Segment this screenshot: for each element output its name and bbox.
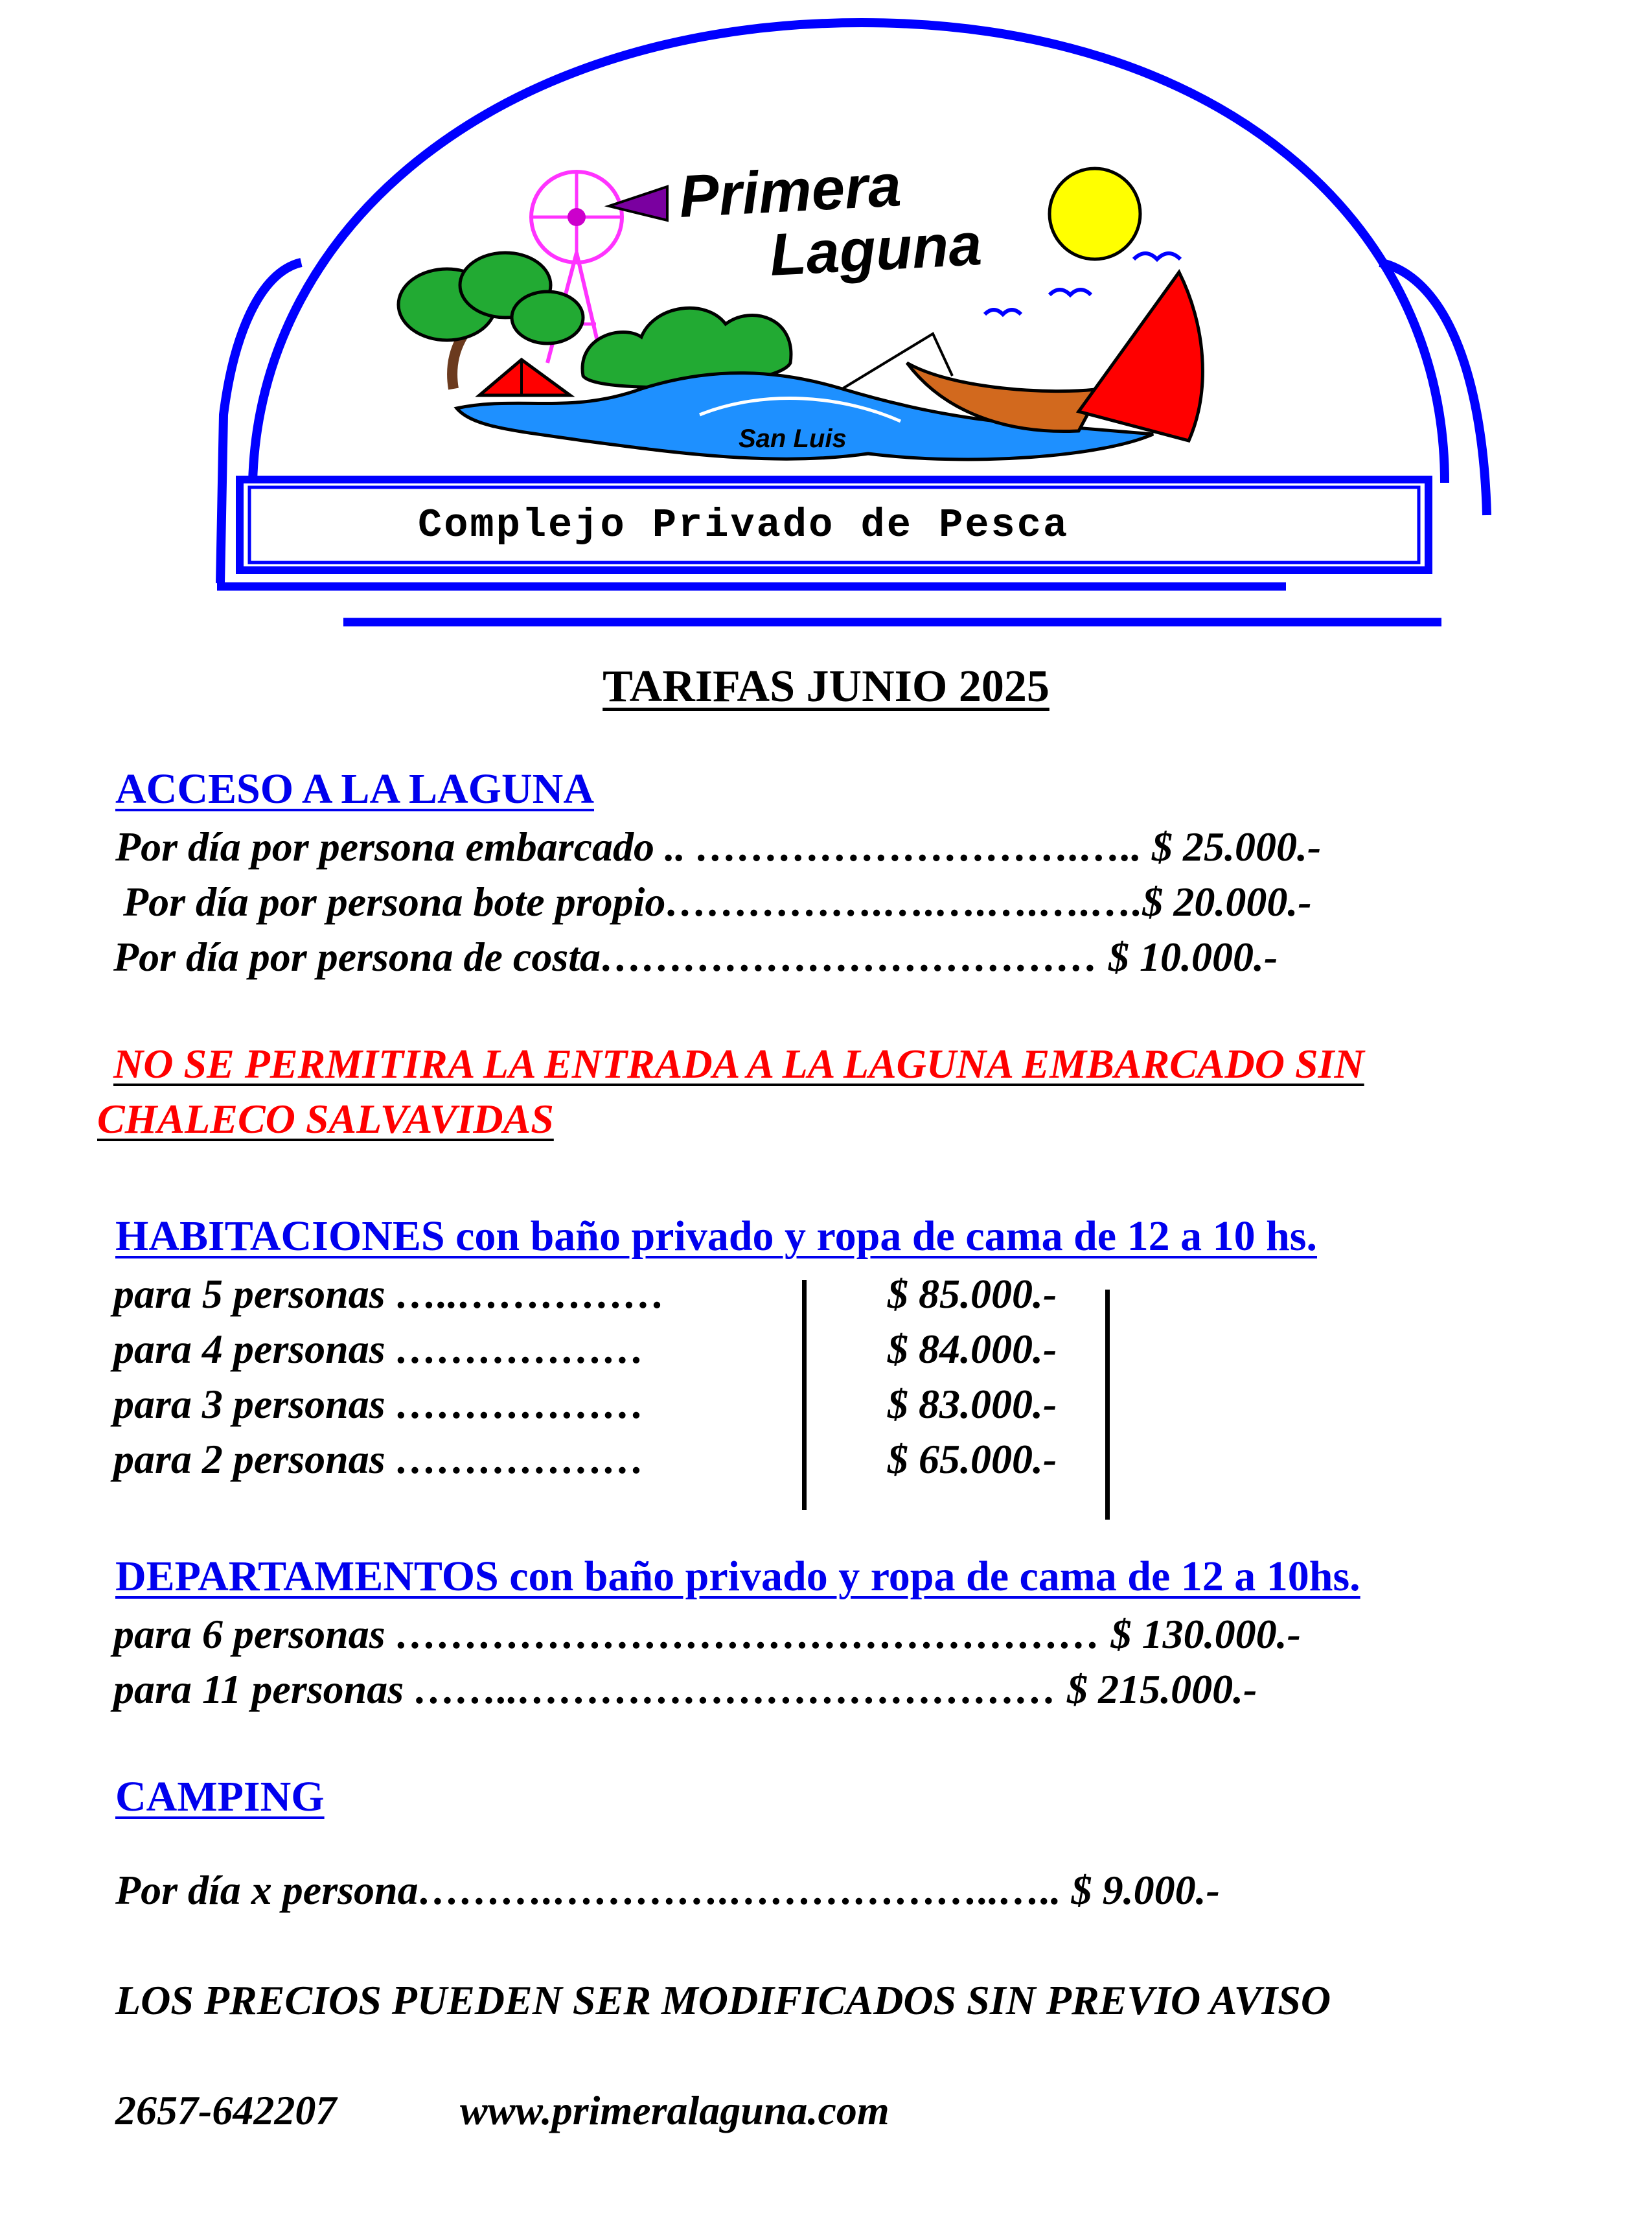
habitacion-price: $ 84.000.- bbox=[888, 1326, 1057, 1372]
acceso-row: Por día por persona de costa……………………………… $ 10.000.- bbox=[113, 934, 1278, 980]
acceso-row: Por día por persona embarcado .. ……………………….….. $ 25.000.- bbox=[115, 824, 1322, 870]
page-title: TARIFAS JUNIO 2025 bbox=[602, 662, 1050, 712]
acceso-row: Por día por persona bote propio…………….….….….….….$ 20.000.- bbox=[123, 879, 1312, 925]
table-divider-right bbox=[1105, 1290, 1110, 1520]
habitacion-price: $ 85.000.- bbox=[888, 1271, 1057, 1317]
brand-place: San Luis bbox=[739, 424, 847, 453]
habitacion-label: para 4 personas ……………… bbox=[113, 1326, 645, 1372]
tree-icon bbox=[398, 253, 583, 389]
warning-line2: CHALECO SALVAVIDAS bbox=[97, 1096, 554, 1142]
sun-icon bbox=[1050, 168, 1140, 259]
contact-website: www.primeralaguna.com bbox=[460, 2087, 889, 2133]
habitacion-label: para 3 personas ……………… bbox=[113, 1381, 645, 1427]
contact-phone: 2657-642207 bbox=[115, 2087, 337, 2133]
camping-row: Por día x persona……….………….………………..….. $ 9.000.- bbox=[115, 1867, 1220, 1913]
notice: LOS PRECIOS PUEDEN SER MODIFICADOS SIN PREVIO AVISO bbox=[115, 1977, 1331, 2023]
bird-icon bbox=[1134, 253, 1180, 259]
habitacion-label: para 5 personas …..…………… bbox=[113, 1271, 665, 1317]
heading-departamentos: DEPARTAMENTOS con baño privado y ropa de cama de 12 a 10hs. bbox=[115, 1553, 1360, 1600]
warning-line1: NO SE PERMITIRA LA ENTRADA A LA LAGUNA EMBARCADO SIN bbox=[113, 1041, 1364, 1087]
habitacion-price: $ 83.000.- bbox=[888, 1381, 1057, 1427]
tent-icon bbox=[479, 360, 570, 395]
departamento-row: para 6 personas …………………………………………… $ 130.000.- bbox=[113, 1611, 1301, 1657]
heading-acceso: ACCESO A LA LAGUNA bbox=[115, 765, 594, 813]
departamento-row: para 11 personas ……..………………………………… $ 215.000.- bbox=[113, 1666, 1257, 1712]
heading-camping: CAMPING bbox=[115, 1773, 325, 1820]
table-divider-left bbox=[802, 1280, 807, 1510]
heading-habitaciones: HABITACIONES con baño privado y ropa de cama de 12 a 10 hs. bbox=[115, 1212, 1317, 1260]
bird-icon bbox=[985, 310, 1021, 314]
bird-icon bbox=[1050, 290, 1091, 295]
habitacion-price: $ 65.000.- bbox=[888, 1436, 1057, 1482]
brand-line1: Primera bbox=[677, 152, 903, 230]
logo-graphic bbox=[0, 0, 1652, 648]
sail-icon bbox=[1079, 272, 1202, 441]
subtitle: Complejo Privado de Pesca bbox=[418, 502, 1070, 548]
habitacion-label: para 2 personas ……………… bbox=[113, 1436, 645, 1482]
brand-line2: Laguna bbox=[768, 211, 983, 288]
